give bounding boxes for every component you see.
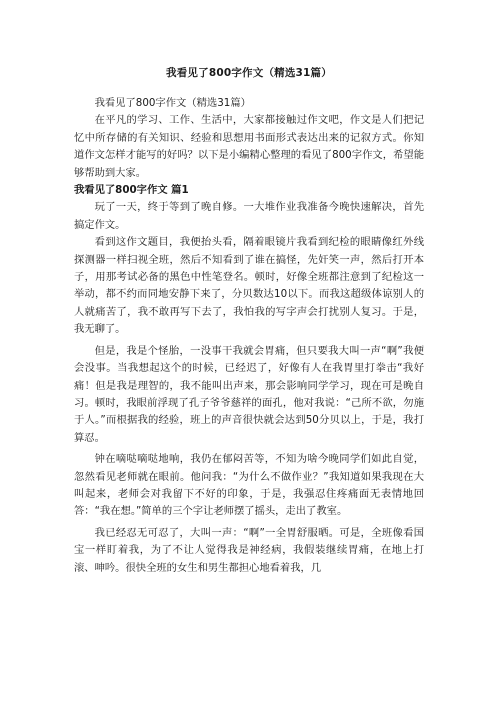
body-paragraph-3: 但是，我是个怪胎，一没事干我就会胃痛，但只要我大叫一声“啊”我便会没事。当我想起这个的时候，已经迟了，好像有人在我胃里打拳击“我好痛！但是我是理智的，我不能叫出声来，那会影响同学学习，现在可是晚自习。顿时，我眼前浮现了孔子爷爷慈祥的面孔，他对我说：“己所不欲，勿施于人。”而根据我的经验，班上的声音很快就会达到50分贝以上，于是，我打算忍。	[74, 344, 424, 444]
intro-paragraph: 在平凡的学习、工作、生活中，大家都接触过作文吧，作文是人们把记忆中所存储的有关知识、经验和思想用书面形式表达出来的记叙方式。你知道作文怎样才能写的好吗？以下是小编精心整理的看见了800字作文，希望能够帮助到大家。	[74, 114, 424, 179]
intro-subtitle: 我看见了800字作文（精选31篇）	[94, 97, 251, 109]
document-body	[74, 95, 424, 577]
body-paragraph-4: 钟在嘀哒嘀哒地响，我仍在郁闷苦等，不知为啥今晚同学们如此自觉，忽然看见老师就在眼前。他问我：“为什么不做作业？”我知道如果我现在大叫起来，老师会对我留下不好的印象，于是，我强忍住疼痛面无表情地回答：“我在想。”简单的三个字让老师摆了摇头，走出了教室。	[74, 453, 424, 518]
document-title: 我看见了800字作文（精选31篇）	[166, 67, 332, 79]
body-paragraph-2: 看到这作文题目，我便抬头看，隔着眼镜片我看到纪检的眼睛像红外线探测器一样扫视全班，然后不知看到了谁在搞怪，先奸笑一声，然后打开本子，用那考试必备的黑色中性笔登名。顿时，好像全班都注意到了纪检这一举动，都不约而同地安静下来了，分贝数达10以下。而我这超级体谅别人的人就痛苦了，我不敢再写下去了，我怕我的写字声会打扰别人复习。于是，我无聊了。	[74, 236, 424, 336]
section-heading: 我看见了800字作文 篇1	[74, 184, 189, 197]
body-paragraph-5: 我已经忍无可忍了，大叫一声：“啊”一全胃舒服晒。可是，全班像看国宝一样盯着我，为了不让人觉得我是神经病，我假装继续胃痛，在地上打滚、呻吟。很快全班的女生和男生都担心地看着我，几	[74, 526, 424, 574]
body-paragraph-1: 玩了一天，终于等到了晚自修。一大堆作业我准备今晚快速解决，首先搞定作文。	[74, 201, 424, 231]
document-page	[74, 0, 424, 577]
